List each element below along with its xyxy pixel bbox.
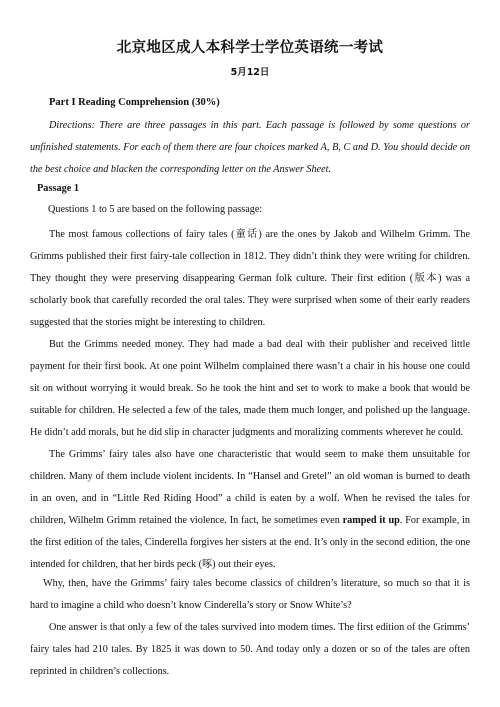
paragraph-2: But the Grimms needed money. They had made a bad deal with their publisher and received little payment for their first book. At one point Wilhelm complained there wasn’t a chair in his house one could sit on without worrying it would break. So he took the hint and set to work to make a book that would be suitable for children. He selected a few of the tales, made them much longer, and polished up the language. He didn’t add morals, but he did slip in character judgments and moralizing comments wherever he could. [30, 339, 470, 438]
paragraph-5: One answer is that only a few of the tales survived into modem times. The first edition of the Grimms’ fairy tales had 210 tales. By 1825 it was down to 50. And today only a dozen or so of the tales are often reprinted in children’s collections. [30, 622, 470, 677]
paragraph-1: The most famous collections of fairy tales (童话) are the ones by Jakob and Wilhelm Grimm. The Grimms published their first fairy-tale collection in 1812. They didn’t think they were writing for children. They thought they were preserving disappearing German folk culture. Their first edition (版本) was a scholarly book that carefully recorded the oral tales. They were surprised when some of their early readers suggested that the stories might be interesting to children. [30, 229, 470, 328]
exam-date: 5月12日 [230, 67, 270, 78]
paragraph-3-text-before: The Grimms’ fairy tales also have one characteristic that would seem to make them unsuitable for children. Many of them include violent incidents. In “Hansel and Gretel” an old woman is burned to death in an oven, and in “Little Red Riding Hood” a child is eaten by a wolf. When he revised the tales for children, Wilhelm Grimm retained the violence. In fact, he sometimes even [30, 449, 470, 526]
part-heading: Part I Reading Comprehension (30%) [49, 97, 220, 108]
paragraph-4: Why, then, have the Grimms’ fairy tales become classics of children’s literature, so much so that it is hard to imagine a child who doesn’t know Cinderella’s story or Snow White’s? [30, 578, 470, 611]
paragraph-3 [30, 444, 470, 576]
directions-text: Directions: There are three passages in this part. Each passage is followed by some questions or unfinished statements. For each of them there are four choices marked A, B, C and D. You should decide on the best choice and blacken the corresponding letter on the Answer Sheet. [30, 120, 470, 175]
paragraph-3-text-after: . For example, in the first edition of the tales, Cinderella forgives her sisters at the end. It’s only in the second edition, the one intended for children, that her birds peck (啄) out their eyes. [30, 515, 470, 570]
exam-title: 北京地区成人本科学士学位英语统一考试 [116, 40, 384, 56]
passage-label: Passage 1 [37, 183, 80, 194]
questions-intro: Questions 1 to 5 are based on the following passage: [48, 204, 263, 215]
paragraph-3-bold-phrase: ramped it up [342, 515, 400, 526]
